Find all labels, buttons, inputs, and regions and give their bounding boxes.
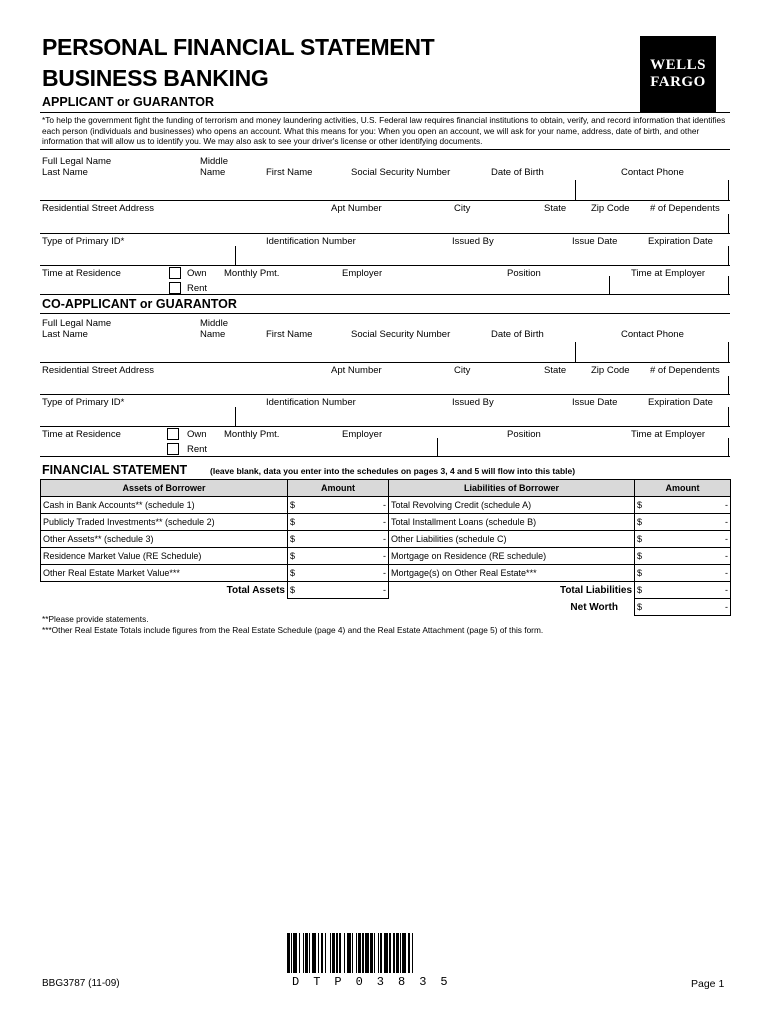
liabilities-header: Liabilities of Borrower — [389, 480, 635, 497]
co-monthly-pmt-label: Monthly Pmt. — [224, 429, 280, 440]
co-middle-name-label: Name — [200, 329, 226, 340]
co-street-label: Residential Street Address — [42, 365, 154, 376]
last-name-label: Last Name — [42, 167, 88, 178]
own-checkbox[interactable] — [169, 267, 181, 279]
co-dependents-label: # of Dependents — [650, 365, 720, 376]
page-subtitle: BUSINESS BANKING — [42, 65, 269, 91]
financial-table — [40, 479, 731, 616]
table-row — [41, 565, 731, 582]
full-legal-name-label: Full Legal Name — [42, 156, 112, 167]
applicant-heading: APPLICANT or GUARANTOR — [42, 95, 214, 109]
co-apt-label: Apt Number — [331, 365, 382, 376]
co-time-employer-label: Time at Employer — [631, 429, 706, 440]
co-issued-by-label: Issued By — [452, 397, 494, 408]
street-label: Residential Street Address — [42, 203, 154, 214]
expiration-date-label: Expiration Date — [648, 236, 713, 247]
first-name-label: First Name — [266, 167, 313, 178]
contact-phone-label: Contact Phone — [621, 167, 684, 178]
liability-amount[interactable]: $ - — [635, 514, 731, 531]
co-dob-label: Date of Birth — [491, 329, 544, 340]
total-assets-label: Total Assets — [226, 584, 285, 596]
asset-amount[interactable]: $ - — [288, 565, 389, 582]
liability-label: Total Revolving Credit (schedule A) — [389, 497, 635, 514]
coapplicant-address-field[interactable] — [40, 376, 730, 394]
middle-label: Middle — [200, 156, 228, 167]
liability-amount[interactable]: $ - — [635, 548, 731, 565]
issued-by-label: Issued By — [452, 236, 494, 247]
note-statements: **Please provide statements. — [42, 614, 149, 624]
liability-label: Mortgage(s) on Other Real Estate*** — [389, 565, 635, 582]
co-own-checkbox[interactable] — [167, 428, 179, 440]
liability-amount[interactable]: $ - — [635, 531, 731, 548]
rent-checkbox[interactable] — [169, 282, 181, 294]
coapplicant-name-field[interactable] — [40, 342, 730, 362]
coapplicant-heading: CO-APPLICANT or GUARANTOR — [42, 297, 237, 311]
co-issue-date-label: Issue Date — [572, 397, 618, 408]
totals-row — [41, 582, 731, 599]
rent-label: Rent — [187, 283, 208, 294]
co-id-number-label: Identification Number — [266, 397, 356, 408]
applicant-address-field[interactable] — [40, 214, 730, 233]
liability-label: Total Installment Loans (schedule B) — [389, 514, 635, 531]
position-label: Position — [507, 268, 541, 279]
co-city-label: City — [454, 365, 471, 376]
coapplicant-id-field[interactable] — [40, 407, 730, 426]
co-primary-id-label: Type of Primary ID* — [42, 397, 125, 408]
asset-amount[interactable]: $ - — [288, 531, 389, 548]
liability-amount[interactable]: $ - — [635, 497, 731, 514]
barcode-text: DTP03835 — [292, 975, 462, 989]
monthly-pmt-label: Monthly Pmt. — [224, 268, 280, 279]
liabilities-amount-header: Amount — [635, 480, 731, 497]
note-real-estate: ***Other Real Estate Totals include figures from the Real Estate Schedule (page 4) and the Real Estate Attachment (page 5) of this form. — [42, 625, 544, 635]
logo-line1: WELLS — [650, 57, 706, 73]
total-liabilities-label: Total Liabilities — [559, 584, 632, 596]
co-rent-label: Rent — [187, 444, 208, 455]
co-first-name-label: First Name — [266, 329, 313, 340]
liability-label: Other Liabilities (schedule C) — [389, 531, 635, 548]
dob-label: Date of Birth — [491, 167, 544, 178]
primary-id-label: Type of Primary ID* — [42, 236, 125, 247]
financial-subheading: (leave blank, data you enter into the schedules on pages 3, 4 and 5 will flow into this table) — [210, 466, 576, 476]
own-label: Own — [187, 268, 207, 279]
co-rent-checkbox[interactable] — [167, 443, 179, 455]
asset-label: Cash in Bank Accounts** (schedule 1) — [41, 497, 288, 514]
co-time-residence-label: Time at Residence — [42, 429, 121, 440]
applicant-name-field[interactable] — [40, 180, 730, 200]
disclaimer-text: *To help the government fight the funding of terrorism and money laundering activities, U.S. Federal law requires financial institutions to obtain, verify, and record information that identifies each person (individuals and businesses) who opens an account. What this means for you: When you open an account, we will ask for your name, address, date of birth, and other information that will allow us to identify you. We may also ask to see your driver's license or other identifying documents. — [42, 115, 726, 146]
co-middle-label: Middle — [200, 318, 228, 329]
form-code: BBG3787 (11-09) — [42, 978, 120, 989]
co-last-name-label: Last Name — [42, 329, 88, 340]
asset-label: Other Assets** (schedule 3) — [41, 531, 288, 548]
barcode — [287, 933, 463, 973]
time-employer-label: Time at Employer — [631, 268, 706, 279]
city-label: City — [454, 203, 471, 214]
ssn-label: Social Security Number — [351, 167, 451, 178]
apt-label: Apt Number — [331, 203, 382, 214]
co-expiration-date-label: Expiration Date — [648, 397, 713, 408]
wells-fargo-logo — [640, 36, 716, 112]
applicant-id-field[interactable] — [40, 246, 730, 265]
co-full-legal-name-label: Full Legal Name — [42, 318, 112, 329]
table-row — [41, 531, 731, 548]
co-ssn-label: Social Security Number — [351, 329, 451, 340]
asset-label: Publicly Traded Investments** (schedule 2) — [41, 514, 288, 531]
asset-amount[interactable]: $ - — [288, 497, 389, 514]
net-worth-label: Net Worth — [570, 601, 618, 613]
co-state-label: State — [544, 365, 567, 376]
total-liabilities-amount: $ - — [635, 582, 731, 599]
co-employer-label: Employer — [342, 429, 383, 440]
page-title: PERSONAL FINANCIAL STATEMENT — [42, 34, 435, 60]
time-residence-label: Time at Residence — [42, 268, 121, 279]
asset-label: Residence Market Value (RE Schedule) — [41, 548, 288, 565]
id-number-label: Identification Number — [266, 236, 356, 247]
co-own-label: Own — [187, 429, 207, 440]
page-number: Page 1 — [691, 978, 725, 990]
liability-label: Mortgage on Residence (RE schedule) — [389, 548, 635, 565]
asset-amount[interactable]: $ - — [288, 548, 389, 565]
co-zip-label: Zip Code — [591, 365, 630, 376]
state-label: State — [544, 203, 567, 214]
table-row — [41, 548, 731, 565]
asset-amount[interactable]: $ - — [288, 514, 389, 531]
barcode-bar — [413, 933, 416, 973]
co-position-label: Position — [507, 429, 541, 440]
co-contact-phone-label: Contact Phone — [621, 329, 684, 340]
assets-amount-header: Amount — [288, 480, 389, 497]
total-assets-amount: $ - — [288, 582, 389, 599]
employer-label: Employer — [342, 268, 383, 279]
liability-amount[interactable]: $ - — [635, 565, 731, 582]
net-worth-amount: $ - — [635, 599, 731, 616]
table-row — [41, 497, 731, 514]
financial-heading: FINANCIAL STATEMENT — [42, 463, 188, 477]
logo-line2: FARGO — [650, 74, 706, 90]
net-worth-row — [41, 599, 731, 616]
issue-date-label: Issue Date — [572, 236, 618, 247]
assets-header: Assets of Borrower — [41, 480, 288, 497]
asset-label: Other Real Estate Market Value*** — [41, 565, 288, 582]
zip-label: Zip Code — [591, 203, 630, 214]
dependents-label: # of Dependents — [650, 203, 720, 214]
table-row — [41, 514, 731, 531]
middle-name-label: Name — [200, 167, 226, 178]
